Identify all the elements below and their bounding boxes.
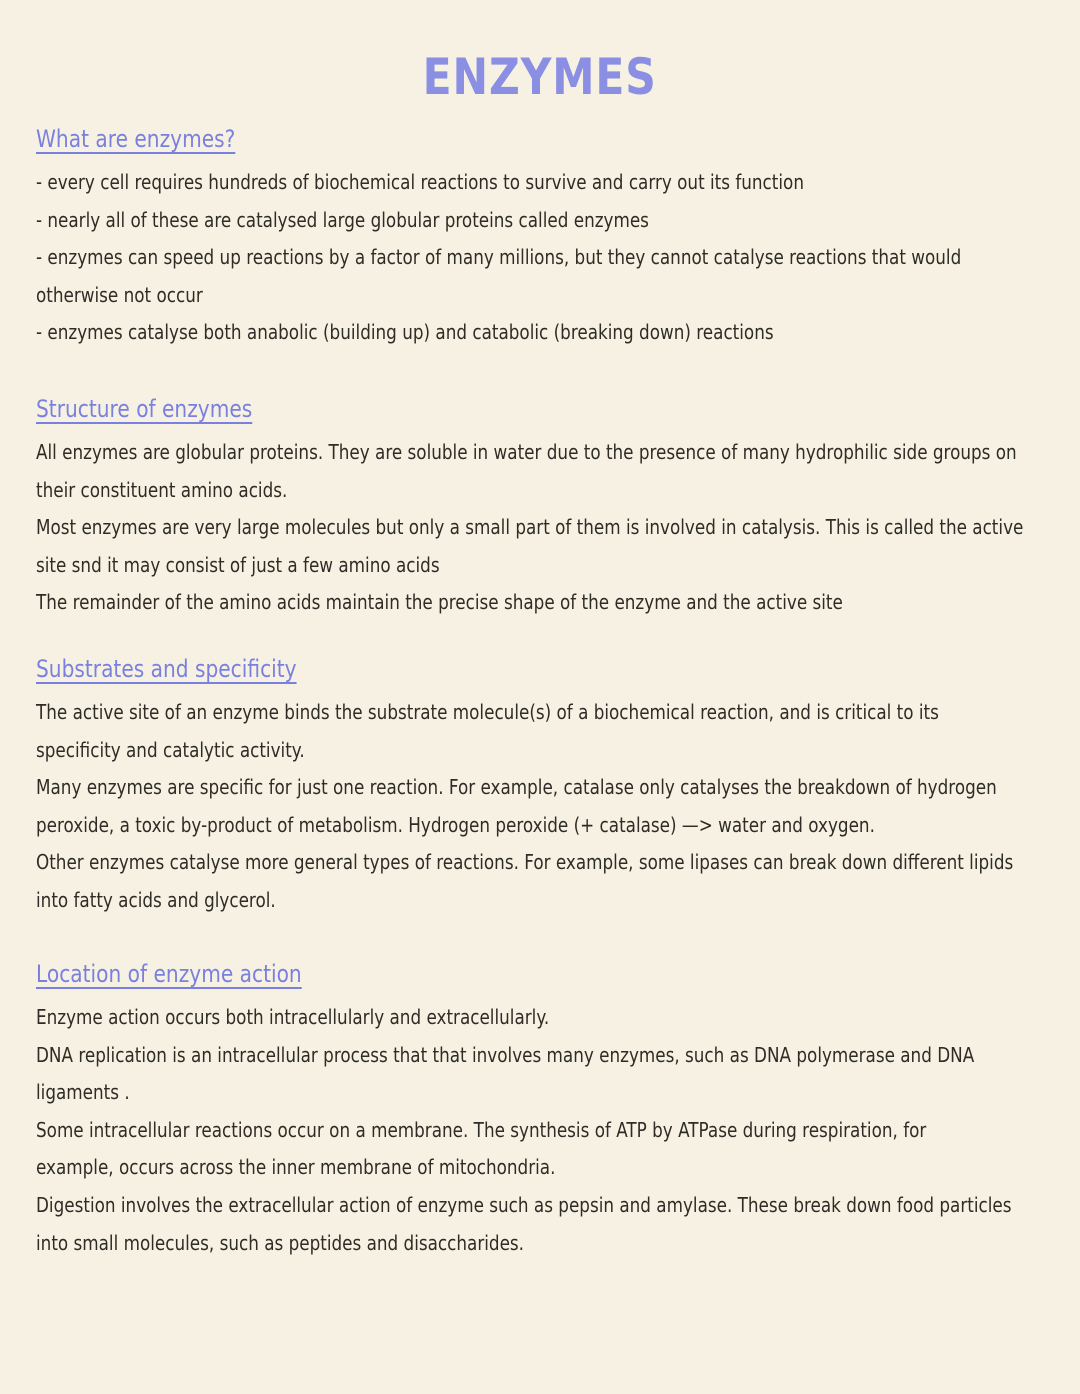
- section-location-of-enzyme-action: [36, 955, 1044, 1262]
- section-heading-what-are-enzymes: What are enzymes?: [36, 125, 236, 153]
- body-line: specificity and catalytic activity.: [36, 737, 305, 762]
- body-line: Other enzymes catalyse more general types of reactions. For example, some lipases can break down different lipids: [36, 850, 1014, 875]
- page-title: ENZYMES: [422, 48, 658, 106]
- body-line: Enzyme action occurs both intracellularly and extracellularly.: [36, 1005, 550, 1029]
- section-body-what-are-enzymes: [36, 164, 1044, 352]
- section-heading-substrates-and-specificity: Substrates and specificity: [36, 655, 297, 683]
- body-line: example, occurs across the inner membrane of mitochondria.: [36, 1155, 556, 1180]
- section-heading-structure-of-enzymes: Structure of enzymes: [36, 395, 253, 423]
- body-line: into small molecules, such as peptides and disaccharides.: [36, 1230, 525, 1255]
- title-wrap: [0, 48, 1080, 106]
- body-line: site snd it may consist of just a few amino acids: [36, 552, 440, 577]
- body-line: The remainder of the amino acids maintain the precise shape of the enzyme and the active site: [36, 590, 843, 615]
- body-line: The active site of an enzyme binds the substrate molecule(s) of a biochemical reaction, and is critical to its: [36, 700, 939, 724]
- body-line: DNA replication is an intracellular process that that involves many enzymes, such as DNA polymerase and DNA: [36, 1042, 975, 1067]
- body-line: into fatty acids and glycerol.: [36, 887, 276, 912]
- body-line: Digestion involves the extracellular action of enzyme such as pepsin and amylase. These break down food particles: [36, 1192, 1012, 1217]
- section-substrates-and-specificity: [36, 650, 1044, 920]
- body-line: ligaments .: [36, 1080, 130, 1105]
- section-what-are-enzymes: [36, 120, 1044, 352]
- body-line: Most enzymes are very large molecules but only a small part of them is involved in catalysis. This is called the active: [36, 515, 1024, 540]
- body-line: - every cell requires hundreds of biochemical reactions to survive and carry out its function: [36, 170, 804, 194]
- section-heading-location-of-enzyme-action: Location of enzyme action: [36, 960, 302, 988]
- body-line: Many enzymes are specific for just one reaction. For example, catalase only catalyses the breakdown of hydrogen: [36, 775, 997, 800]
- body-line: - enzymes catalyse both anabolic (building up) and catabolic (breaking down) reactions: [36, 320, 774, 345]
- section-structure-of-enzymes: [36, 390, 1044, 622]
- body-line: otherwise not occur: [36, 282, 203, 307]
- body-line: peroxide, a toxic by-product of metabolism. Hydrogen peroxide (+ catalase) —> water and oxygen.: [36, 812, 875, 837]
- section-body-substrates-and-specificity: [36, 694, 1044, 920]
- section-body-structure-of-enzymes: [36, 434, 1044, 622]
- body-line: Some intracellular reactions occur on a membrane. The synthesis of ATP by ATPase during respiration, for: [36, 1117, 927, 1142]
- body-line: All enzymes are globular proteins. They are soluble in water due to the presence of many hydrophilic side groups on: [36, 440, 1017, 464]
- body-line: - nearly all of these are catalysed large globular proteins called enzymes: [36, 207, 649, 232]
- section-body-location-of-enzyme-action: [36, 999, 1044, 1262]
- body-line: - enzymes can speed up reactions by a factor of many millions, but they cannot catalyse reactions that would: [36, 245, 962, 270]
- body-line: their constituent amino acids.: [36, 477, 288, 502]
